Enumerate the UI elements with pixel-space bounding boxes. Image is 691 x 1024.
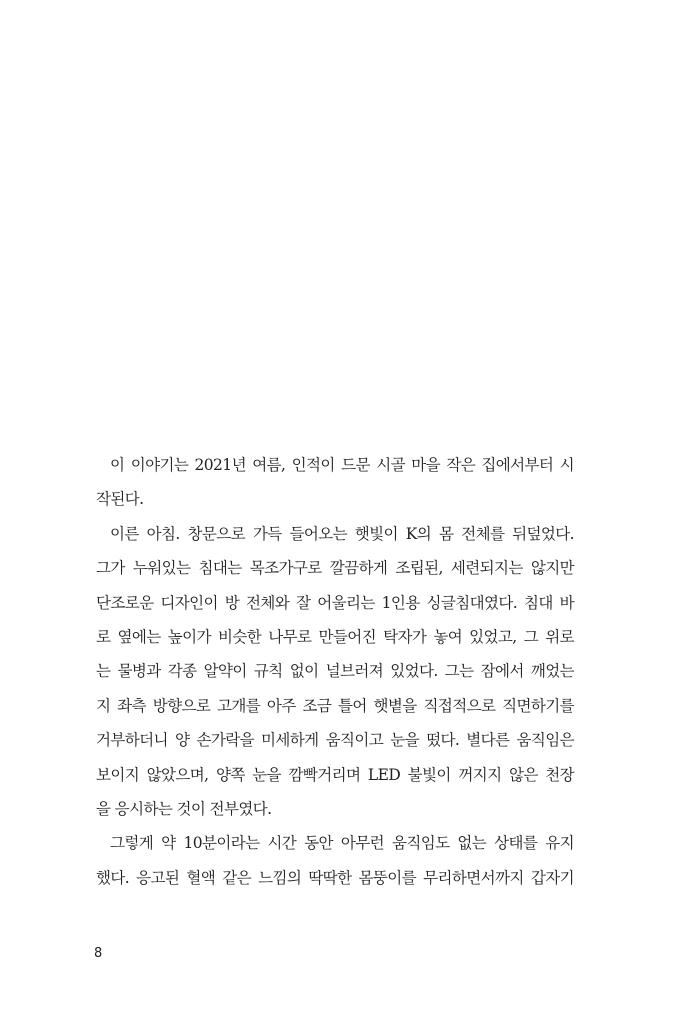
text-line: 거부하더니 양 손가락을 미세하게 움직이고 눈을 떴다. 별다른 움직임은 [96, 731, 574, 750]
text-line: 그가 누워있는 침대는 목조가구로 깔끔하게 조립된, 세련되지는 않지만 [96, 559, 574, 578]
text-line: 이른 아침. 창문으로 가득 들어오는 햇빛이 K의 몸 전체를 뒤덮었다. [110, 524, 574, 543]
text-line: 보이지 않았으며, 양쪽 눈을 깜빡거리며 LED 불빛이 꺼지지 않은 천장 [96, 765, 574, 784]
text-line: 지 좌측 방향으로 고개를 아주 조금 틀어 햇볕을 직접적으로 직면하기를 [96, 696, 574, 715]
text-line: 단조로운 디자인이 방 전체와 잘 어울리는 1인용 싱글침대였다. 침대 바 [96, 593, 574, 612]
text-line: 작된다. [96, 490, 144, 509]
body-text [96, 448, 574, 895]
text-line: 는 물병과 각종 알약이 규칙 없이 널브러져 있었다. 그는 잠에서 깨었는 [96, 662, 574, 681]
text-line: 을 응시하는 것이 전부였다. [96, 799, 272, 818]
page-number: 8 [94, 946, 103, 961]
text-line: 로 옆에는 높이가 비슷한 나무로 만들어진 탁자가 놓여 있었고, 그 위로 [96, 627, 574, 646]
text-line: 그렇게 약 10분이라는 시간 동안 아무런 움직임도 없는 상태를 유지 [110, 834, 574, 853]
text-line: 이 이야기는 2021년 여름, 인적이 드문 시골 마을 작은 집에서부터 시 [110, 456, 574, 474]
text-line: 했다. 응고된 혈액 같은 느낌의 딱딱한 몸뚱이를 무리하면서까지 갑자기 [96, 868, 574, 887]
